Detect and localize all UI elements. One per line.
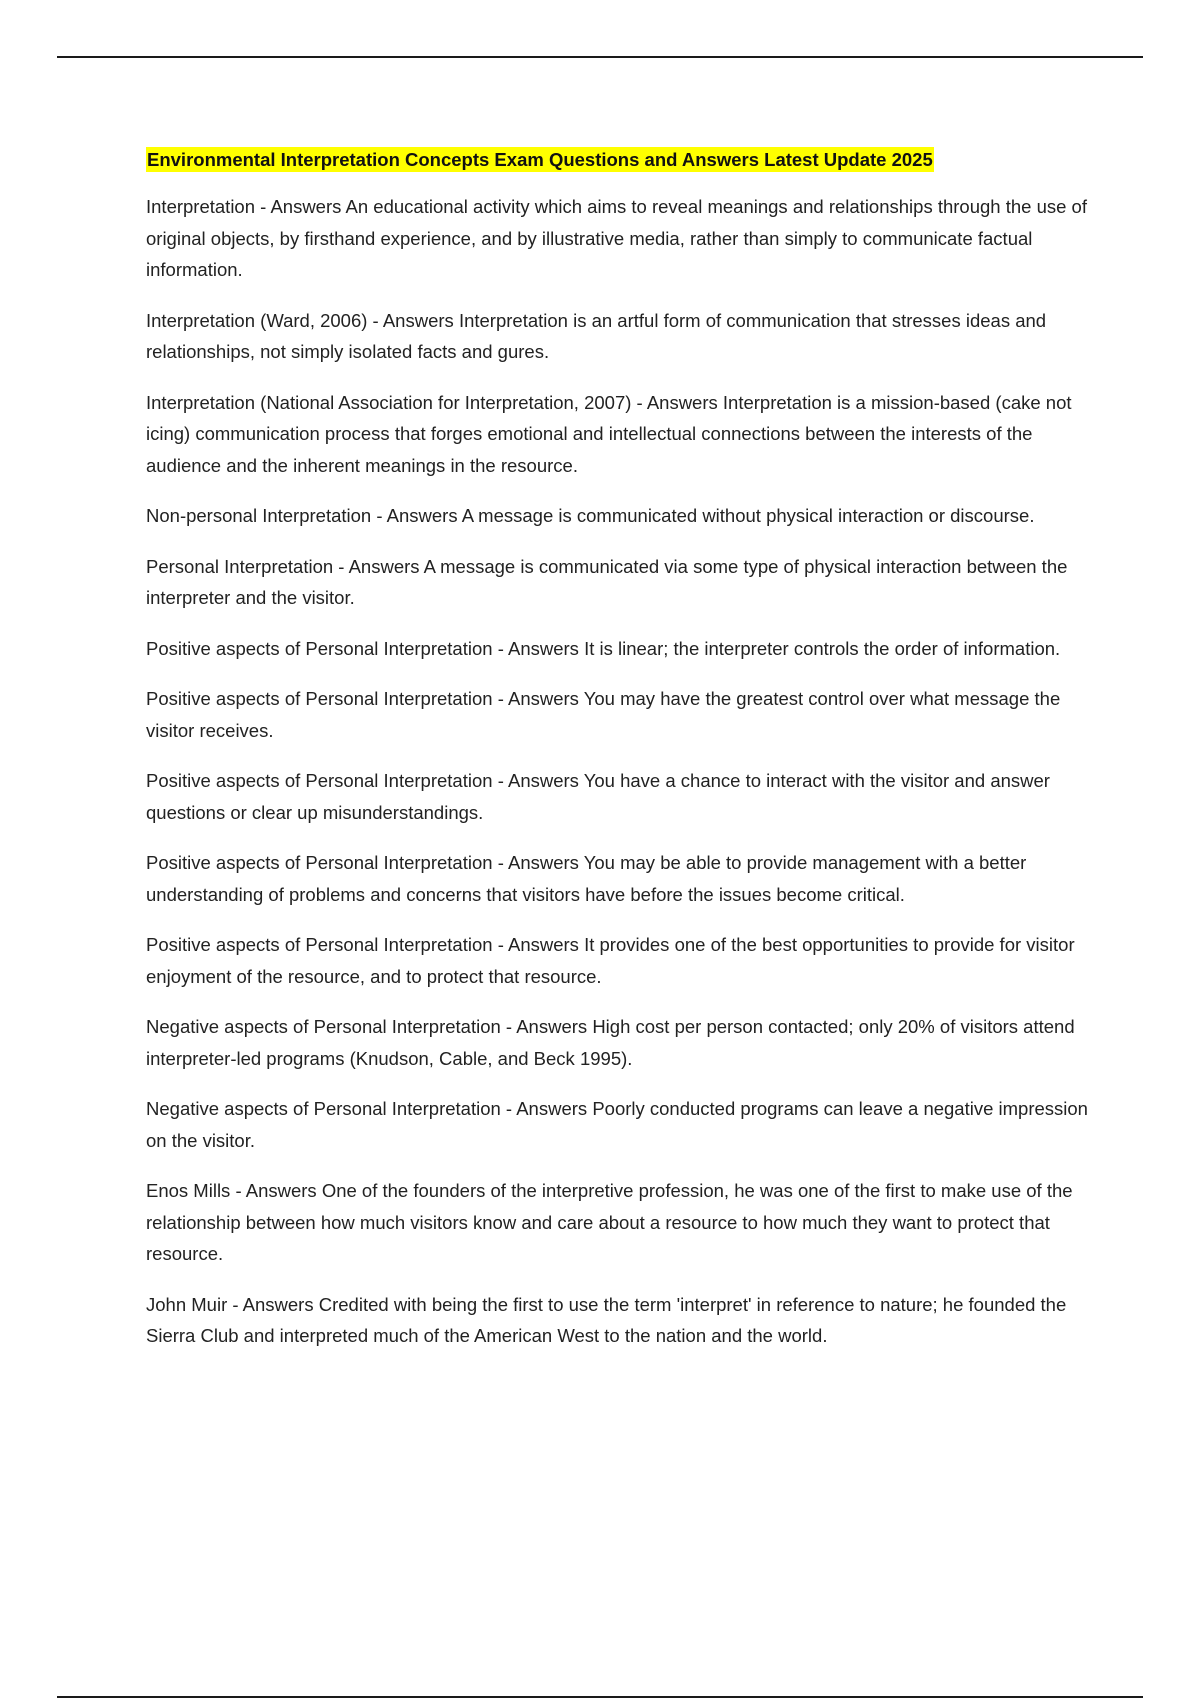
qa-answer: You may have the greatest control over what message the visitor receives. xyxy=(146,688,1061,741)
qa-term: Negative aspects of Personal Interpretation - xyxy=(146,1016,516,1037)
qa-entry xyxy=(146,1289,1096,1352)
answer-prefix: Answers xyxy=(348,555,420,577)
qa-entry xyxy=(146,1093,1096,1156)
qa-entry xyxy=(146,633,1096,665)
qa-entry xyxy=(146,929,1096,992)
qa-answer: High cost per person contacted; only 20% of visitors attend interpreter-led programs (Knudson, Cable, and Beck 1995). xyxy=(146,1016,1075,1069)
header-rule xyxy=(57,56,1143,58)
qa-entry xyxy=(146,387,1096,482)
qa-entry xyxy=(146,500,1096,532)
qa-answer: It provides one of the best opportunities to provide for visitor enjoyment of the resource, and to protect that resource. xyxy=(146,934,1075,987)
qa-answer: A message is communicated via some type of physical interaction between the interpreter and the visitor. xyxy=(146,555,1068,608)
answer-prefix: Answers xyxy=(507,770,579,791)
qa-term: Positive aspects of Personal Interpretation - xyxy=(146,934,508,955)
qa-entry xyxy=(146,847,1096,910)
answer-prefix: Answers xyxy=(270,196,342,217)
answer-prefix: Answers xyxy=(382,309,454,331)
qa-entry xyxy=(146,1011,1096,1074)
qa-term: Positive aspects of Personal Interpretation - xyxy=(146,688,508,709)
qa-term: Positive aspects of Personal Interpretation - xyxy=(146,852,508,873)
qa-entry xyxy=(146,683,1096,746)
qa-term: Personal Interpretation - xyxy=(146,556,349,577)
qa-term: John Muir - xyxy=(146,1294,243,1315)
qa-entry xyxy=(146,765,1096,828)
answer-prefix: Answers xyxy=(516,1016,588,1037)
qa-answer: Poorly conducted programs can leave a negative impression on the visitor. xyxy=(146,1098,1088,1151)
qa-answer: You may be able to provide management with a better understanding of problems and concerns that visitors have before the issues become critical. xyxy=(146,852,1027,905)
title-line xyxy=(146,145,1096,177)
qa-term: Enos Mills - xyxy=(146,1180,246,1201)
answer-prefix: Answers xyxy=(242,1293,314,1315)
qa-answer: You have a chance to interact with the visitor and answer questions or clear up misunderstandings. xyxy=(146,770,1050,823)
qa-answer: Interpretation is an artful form of communication that stresses ideas and relationships, not simply isolated facts and gures. xyxy=(146,309,1047,362)
qa-entry xyxy=(146,551,1096,614)
qa-term: Non-personal Interpretation - xyxy=(146,505,387,526)
qa-answer: A message is communicated without physical interaction or discourse. xyxy=(461,505,1035,526)
answer-prefix: Answers xyxy=(646,391,718,413)
qa-answer: It is linear; the interpreter controls the order of information. xyxy=(584,637,1061,659)
qa-answer: An educational activity which aims to reveal meanings and relationships through the use of original objects, by firsthand experience, and by illustrative media, rather than simply to communicate factual information. xyxy=(146,196,1087,280)
document-body xyxy=(146,145,1096,1371)
answer-prefix: Answers xyxy=(507,688,579,709)
qa-term: Interpretation (Ward, 2006) - xyxy=(146,310,383,331)
qa-entry xyxy=(146,1175,1096,1270)
answer-prefix: Answers xyxy=(507,637,579,659)
answer-prefix: Answers xyxy=(507,934,579,955)
qa-term: Interpretation (National Association for Interpretation, 2007) - xyxy=(146,392,647,413)
qa-term: Interpretation - xyxy=(146,196,270,217)
qa-term: Negative aspects of Personal Interpretation - xyxy=(146,1098,516,1119)
document-title: Environmental Interpretation Concepts Exam Questions and Answers Latest Update 2025 xyxy=(147,149,933,170)
answer-prefix: Answers xyxy=(386,505,458,526)
qa-term: Positive aspects of Personal Interpretation - xyxy=(146,770,508,791)
qa-entry xyxy=(146,305,1096,368)
qa-answer: One of the founders of the interpretive profession, he was one of the first to make use of the relationship between how much visitors know and care about a resource to how much they want to protect that resource. xyxy=(146,1180,1073,1264)
qa-answer: Interpretation is a mission-based (cake not icing) communication process that forges emotional and intellectual connections between the interests of the audience and the inherent meanings in the resource. xyxy=(146,391,1072,476)
answer-prefix: Answers xyxy=(516,1098,588,1119)
answer-prefix: Answers xyxy=(245,1180,317,1201)
qa-term: Positive aspects of Personal Interpretation - xyxy=(146,638,508,659)
qa-answer: Credited with being the first to use the term 'interpret' in reference to nature; he founded the Sierra Club and interpreted much of the American West to the nation and the world. xyxy=(146,1293,1067,1346)
qa-list xyxy=(146,191,1096,1352)
answer-prefix: Answers xyxy=(507,852,579,873)
qa-entry xyxy=(146,191,1096,286)
footer-rule xyxy=(57,1696,1143,1698)
